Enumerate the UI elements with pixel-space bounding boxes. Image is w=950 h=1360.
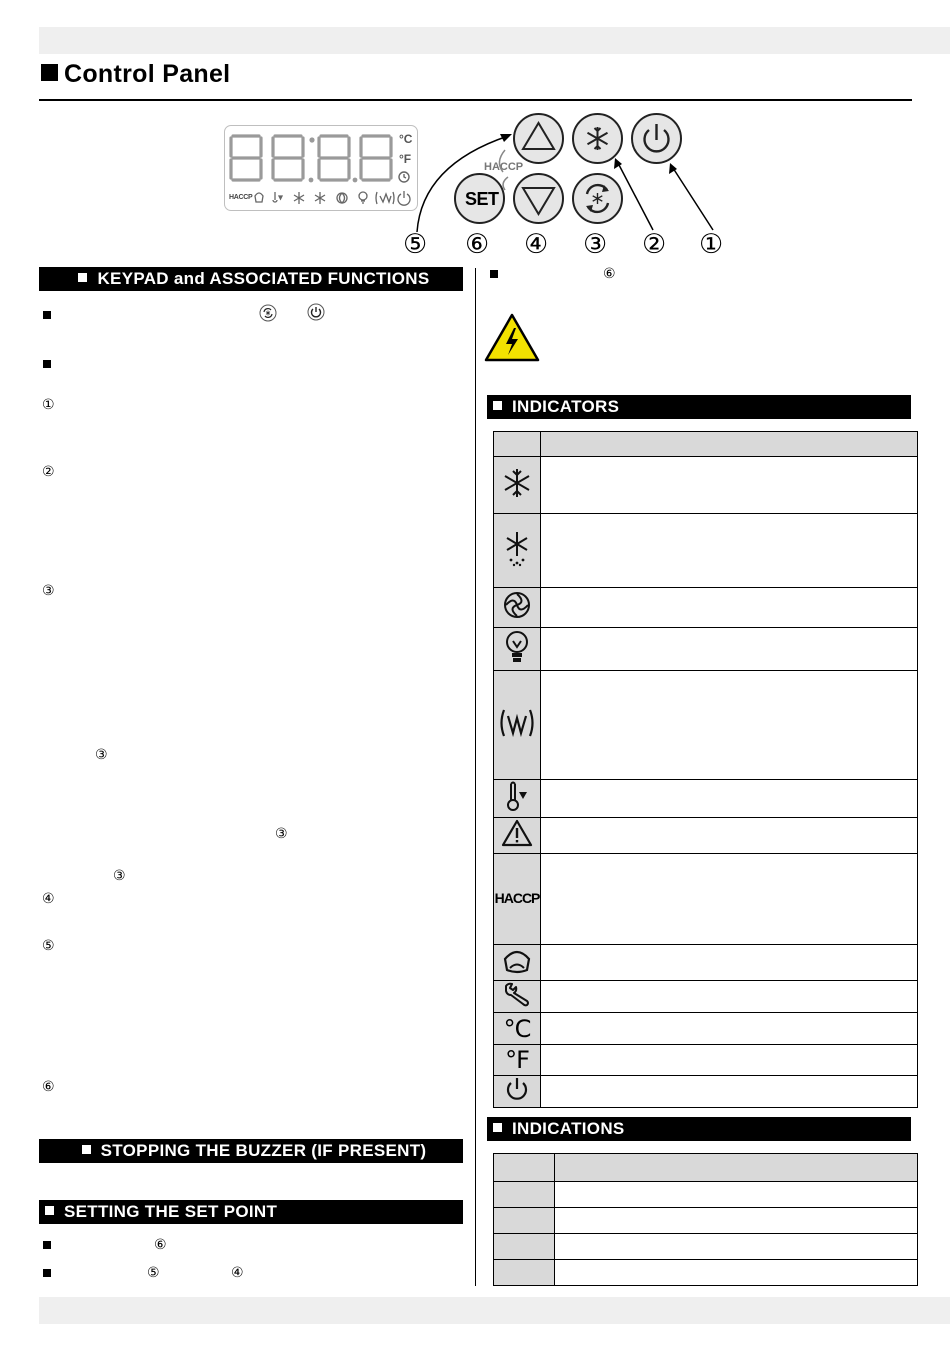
lcd-thermo-icon: [273, 192, 282, 202]
keypad-bullet-2: [43, 360, 51, 368]
inline-defrost-icon: [259, 304, 277, 322]
right-mark-6: ⑥: [603, 266, 616, 282]
service-wrench-icon: [502, 981, 532, 1007]
door-icon: [502, 945, 532, 975]
title-rule: [39, 99, 912, 101]
right-bullet: [490, 270, 498, 278]
lcd-haccp-label: HACCP: [229, 194, 253, 201]
indicator-row: [494, 671, 918, 780]
haccp-arc-label: HACCP: [484, 161, 524, 173]
key-3-ref-a: ③: [95, 747, 108, 763]
indications-row: [494, 1208, 918, 1234]
standby-icon: [504, 1076, 530, 1102]
section-indicators-header: [487, 395, 911, 419]
section-buzzer-header: [39, 1139, 463, 1163]
set-button-label: SET: [465, 189, 499, 209]
setpoint-bullet-2: [43, 1269, 51, 1277]
indicator-row: [494, 854, 918, 945]
setpoint-mark-6: ⑥: [154, 1237, 167, 1253]
lcd-fan-icon: [337, 193, 347, 203]
setpoint-mark-4: ④: [231, 1265, 244, 1281]
section-indicators-title: INDICATORS: [512, 397, 620, 416]
bottom-band: [39, 1297, 950, 1324]
haccp-icon: HACCP: [494, 890, 540, 906]
top-band: [39, 27, 950, 54]
key-3-mark: ③: [42, 583, 55, 599]
indications-row: [494, 1182, 918, 1208]
alarm-icon: [501, 818, 533, 848]
seven-segment-digits: [225, 126, 419, 212]
electric-hazard-warning-icon: [484, 313, 540, 363]
indicator-row: [494, 1045, 918, 1076]
callout-2: ②: [642, 229, 667, 260]
lcd-snow-icon: [294, 192, 304, 204]
lcd-light-icon: [359, 192, 367, 203]
callout-1: ①: [699, 229, 724, 260]
header-desc-cell: [541, 432, 918, 457]
lcd-energy-icon: [376, 192, 394, 204]
indicators-table: [493, 431, 918, 1108]
unit-celsius: °C: [399, 132, 413, 146]
column-divider: [475, 268, 476, 1286]
indicator-row: [494, 588, 918, 628]
indicator-row: [494, 457, 918, 514]
section-setpoint-header: [39, 1200, 463, 1224]
indications-row: [494, 1234, 918, 1260]
indicator-row: [494, 514, 918, 588]
inline-power-icon: [307, 303, 325, 321]
lcd-defrost-icon: [315, 192, 325, 204]
lcd-display: [224, 125, 418, 211]
key-3-ref-b: ③: [275, 826, 288, 842]
indications-row: [494, 1260, 918, 1286]
header-icon-cell: [494, 432, 541, 457]
section-setpoint-title: SETTING THE SET POINT: [64, 1202, 278, 1221]
callout-arrows: [400, 120, 740, 255]
indicators-header-row: [494, 432, 918, 457]
setpoint-bullet-1: [43, 1241, 51, 1249]
lcd-door-icon: [255, 193, 263, 202]
key-4-mark: ④: [42, 891, 55, 907]
indicator-row: [494, 981, 918, 1013]
section-buzzer-title: STOPPING THE BUZZER (IF PRESENT): [100, 1141, 427, 1160]
indicator-row: [494, 1076, 918, 1108]
callout-6: ⑥: [465, 229, 490, 260]
indicator-row: [494, 780, 918, 818]
indicator-row: [494, 628, 918, 671]
celsius-icon: °C: [503, 1014, 531, 1043]
callout-3: ③: [583, 229, 608, 260]
keypad-bullet-1: [43, 311, 51, 319]
indicator-row: [494, 1013, 918, 1045]
key-6-mark: ⑥: [42, 1079, 55, 1095]
key-3-ref-c: ③: [113, 868, 126, 884]
setpoint-mark-5: ⑤: [147, 1265, 160, 1281]
key-1-mark: ①: [42, 397, 55, 413]
section-indications-title: INDICATIONS: [512, 1119, 625, 1138]
indicator-row: [494, 945, 918, 981]
fan-icon: [502, 590, 532, 620]
snowflake-icon: [500, 466, 534, 500]
key-2-mark: ②: [42, 464, 55, 480]
defrost-icon: [500, 529, 534, 567]
indications-header-row: [494, 1154, 918, 1182]
unit-fahrenheit: °F: [399, 152, 412, 166]
energy-saving-icon: [498, 707, 536, 739]
indications-table: [493, 1153, 918, 1286]
key-5-mark: ⑤: [42, 938, 55, 954]
page-title: [41, 60, 230, 89]
light-icon: [502, 629, 532, 665]
section-keypad-header: [39, 267, 463, 291]
low-temperature-icon: [503, 780, 531, 812]
callout-4: ④: [524, 229, 549, 260]
section-indications-header: [487, 1117, 911, 1141]
fahrenheit-icon: °F: [505, 1046, 529, 1074]
page-title-text: Control Panel: [64, 60, 231, 88]
indicator-row: [494, 818, 918, 854]
section-keypad-title: KEYPAD and ASSOCIATED FUNCTIONS: [97, 269, 430, 288]
callout-5: ⑤: [403, 229, 428, 260]
